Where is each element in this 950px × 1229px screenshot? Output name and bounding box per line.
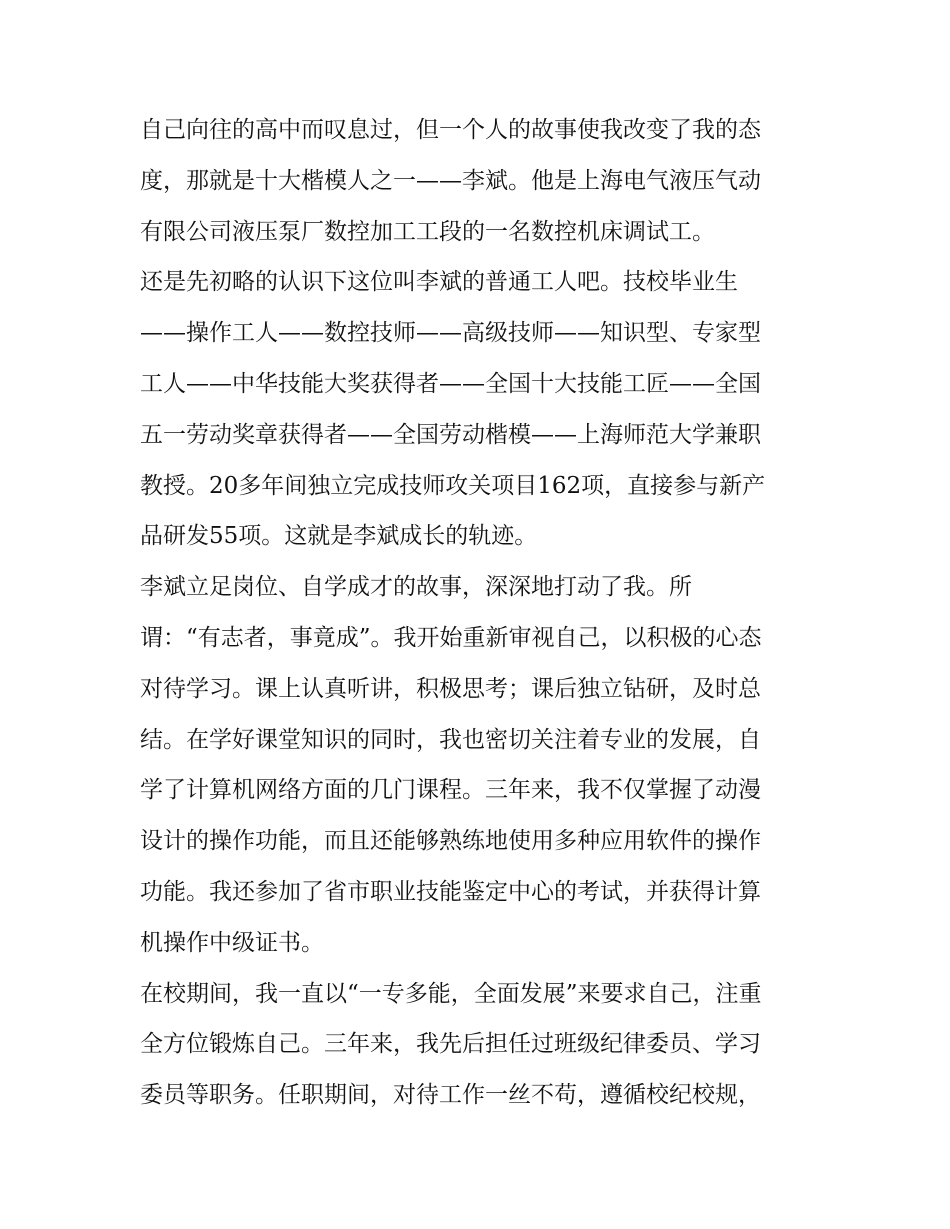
text-line: 委员等职务。任职期间，对待工作一丝不苟，遵循校纪校规， (140, 1082, 761, 1108)
text-line: 全方位锻炼自己。三年来，我先后担任过班级纪律委员、学习 (140, 1031, 761, 1057)
text-line: 机操作中级证书。 (140, 930, 324, 956)
text-line: 结。在学好课堂知识的同时，我也密切关注着专业的发展，自 (140, 727, 761, 753)
text-line: 自己向往的高中而叹息过，但一个人的故事使我改变了我的态 (140, 117, 761, 143)
text-line: ——操作工人——数控技师——高级技师——知识型、专家型 (140, 320, 761, 346)
text-line: 在校期间，我一直以“一专多能，全面发展”来要求自己，注重 (140, 981, 762, 1007)
text-line: 度，那就是十大楷模人之一——李斌。他是上海电气液压气动 (140, 168, 761, 194)
text-line: 功能。我还参加了省市职业技能鉴定中心的考试，并获得计算 (140, 879, 761, 905)
text-line: 品研发55项。这就是李斌成长的轨迹。 (140, 523, 538, 549)
text-line: 谓：“有志者，事竟成”。我开始重新审视自己，以积极的心态 (140, 625, 762, 651)
text-line: 教授。20多年间独立完成技师攻关项目162项，直接参与新产 (140, 473, 766, 499)
text-line: 工人——中华技能大奖获得者——全国十大技能工匠——全国 (140, 371, 761, 397)
text-line: 还是先初略的认识下这位叫李斌的普通工人吧。技校毕业生 (140, 269, 738, 295)
text-line: 设计的操作功能，而且还能够熟练地使用多种应用软件的操作 (140, 828, 761, 854)
text-line: 五一劳动奖章获得者——全国劳动楷模——上海师范大学兼职 (140, 422, 761, 448)
text-line: 有限公司液压泵厂数控加工工段的一名数控机床调试工。 (140, 219, 715, 245)
text-line: 李斌立足岗位、自学成才的故事，深深地打动了我。所 (140, 574, 692, 600)
text-line: 对待学习。课上认真听讲，积极思考；课后独立钻研，及时总 (140, 676, 761, 702)
text-line: 学了计算机网络方面的几门课程。三年来，我不仅掌握了动漫 (140, 777, 761, 803)
